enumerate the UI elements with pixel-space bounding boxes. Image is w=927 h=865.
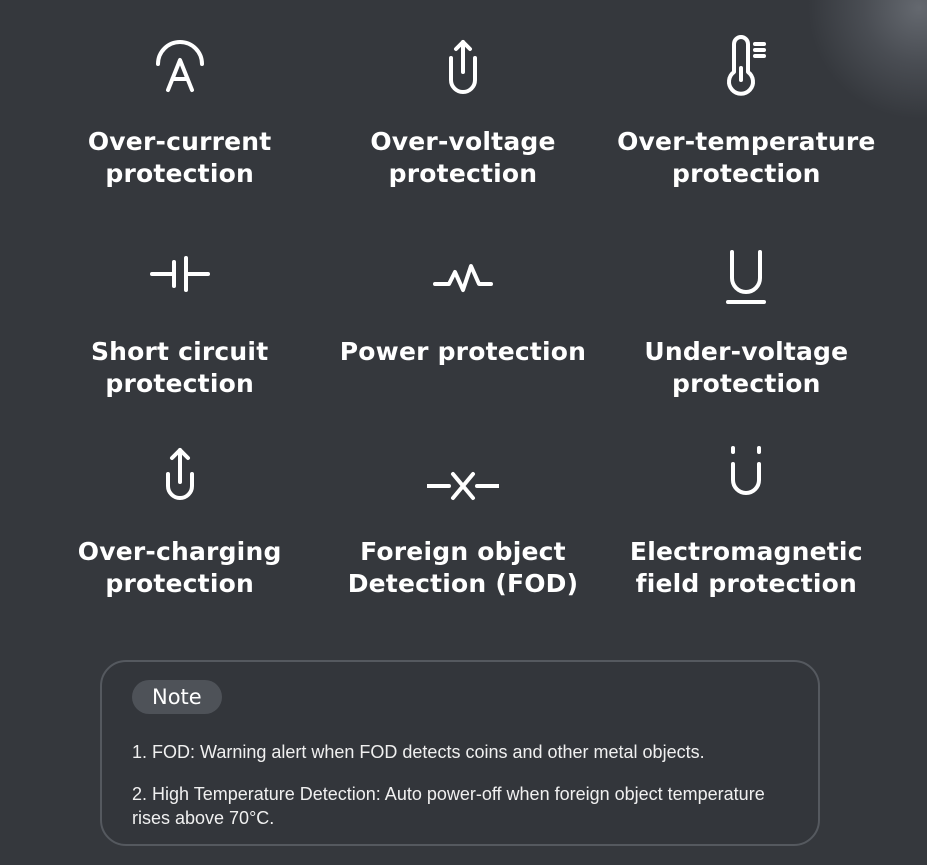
feature-grid — [38, 28, 888, 618]
note-box — [100, 660, 820, 846]
feature-label: Electromagnetic field protection — [629, 537, 863, 598]
feature-label: Over-voltage protection — [370, 127, 556, 188]
feature-label: Foreign object Detection (FOD) — [347, 537, 579, 598]
capacitor-icon — [144, 238, 216, 310]
fod-cross-icon — [427, 438, 499, 510]
voltage-up-icon — [427, 28, 499, 100]
magnet-icon — [710, 438, 782, 510]
thermometer-icon — [710, 28, 782, 100]
feature-short-circuit — [38, 238, 321, 438]
feature-under-voltage — [605, 238, 888, 438]
feature-over-charging — [38, 438, 321, 618]
feature-label: Over-charging protection — [77, 537, 282, 598]
note-title-badge: Note — [132, 680, 222, 714]
feature-label: Power protection — [339, 337, 587, 366]
feature-label: Over-current protection — [87, 127, 272, 188]
note-list — [132, 740, 802, 848]
feature-label: Over-temperature protection — [617, 127, 876, 188]
feature-fod — [321, 438, 604, 618]
note-item-high-temperature: 2. High Temperature Detection: Auto power-off when foreign object temperature rises above 70°C. — [132, 784, 765, 828]
feature-label: Short circuit protection — [90, 337, 269, 398]
pulse-icon — [427, 238, 499, 310]
feature-electromagnetic — [605, 438, 888, 618]
feature-over-voltage — [321, 28, 604, 238]
charging-arrow-icon — [144, 438, 216, 510]
note-item-fod: 1. FOD: Warning alert when FOD detects coins and other metal objects. — [132, 742, 705, 762]
ampere-icon — [144, 28, 216, 100]
feature-over-current — [38, 28, 321, 238]
feature-over-temperature — [605, 28, 888, 238]
under-voltage-icon — [710, 238, 782, 310]
feature-label: Under-voltage protection — [644, 337, 849, 398]
feature-power-protection — [321, 238, 604, 438]
